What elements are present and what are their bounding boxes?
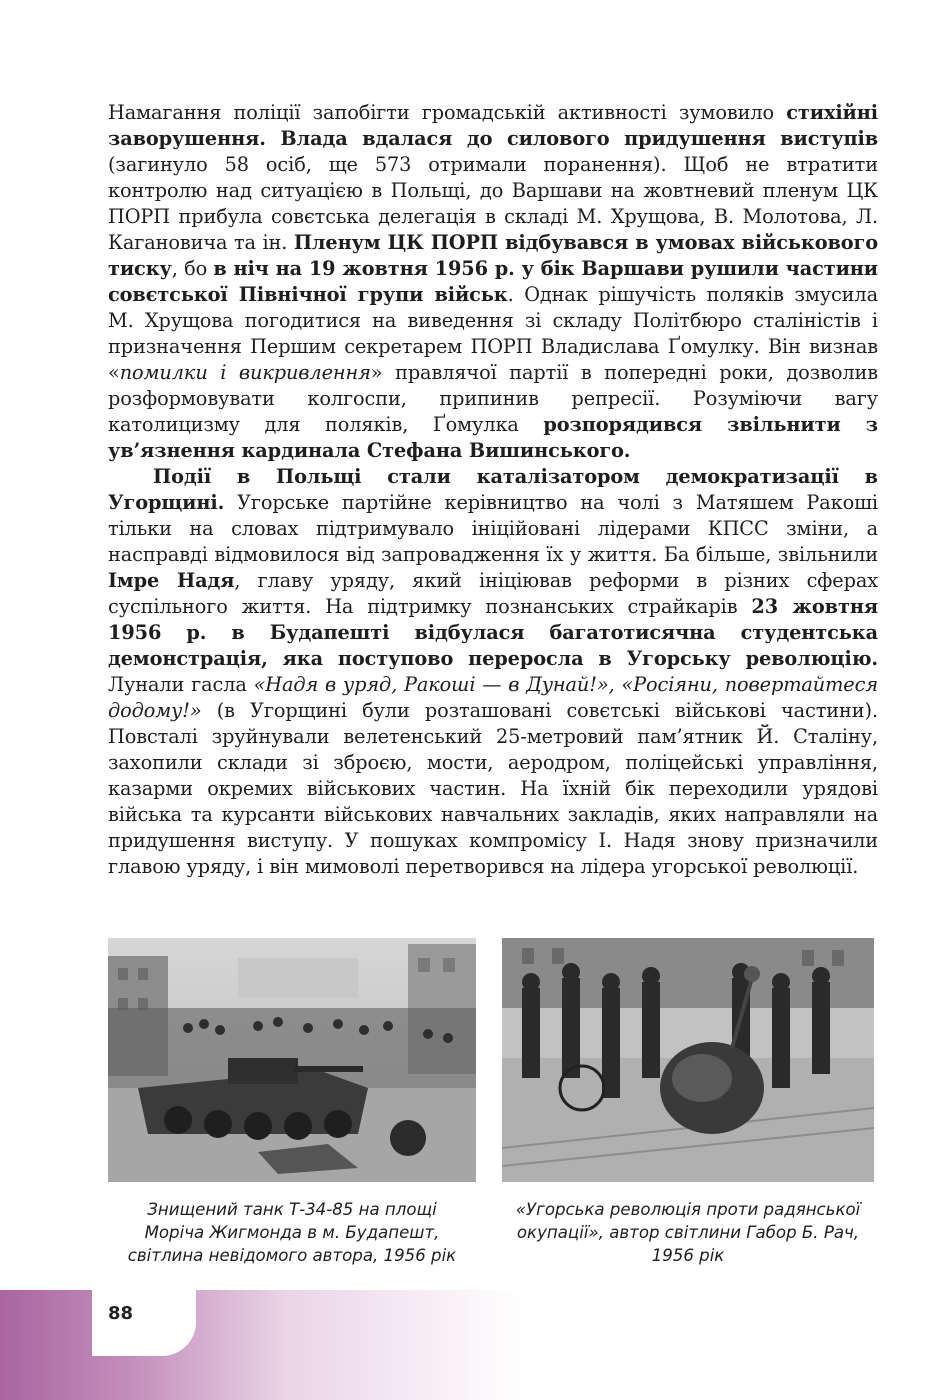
text-run: , бо <box>171 257 214 280</box>
caption-line: Моріча Жигмонда в м. Будапешт, <box>144 1223 440 1242</box>
caption-line: «Угорська революція проти радянської <box>515 1200 861 1219</box>
text-run: , главу уряду, який ініціював реформи в різних сферах суспільного життя. На підтримку познанських страйкарів <box>108 569 878 618</box>
bold-text: Імре Надя <box>108 569 235 592</box>
paragraph-poland <box>108 100 878 464</box>
bold-text: в ніч на 19 жовтня 1956 р. у бік Варшави рушили частини совєтської Північної групи військ <box>108 257 878 306</box>
text-run: (загинуло 58 осіб, ще 573 отримали поранення). Щоб не втратити контролю над ситуацією в Польщі, до Варшави на жовтневий пленум ЦК ПОРП прибула совєтська делегація в складі М. Хрущова, В. Молотова, Л. Кагановича та ін. <box>108 153 878 254</box>
text-run: Лунали гасла <box>108 673 254 696</box>
italic-text: помилки і викривлення <box>119 361 371 384</box>
caption-line: 1956 рік <box>651 1246 725 1265</box>
bold-text: 23 жовтня 1956 р. в Будапешті відбулася багатотисячна студентська демонстрація, яка поступово переросла в Угорську революцію. <box>108 595 878 670</box>
photo-destroyed-tank <box>108 938 476 1182</box>
text-run: . Однак рішучість поляків змусила М. Хрущова погодитися на виведення зі складу Політбюро сталіністів і призначення Першим секретарем ПОРП Владислава Ґомулку. Він визнав « <box>108 283 878 384</box>
page-number: 88 <box>108 1303 134 1324</box>
caption-tank <box>102 1198 482 1267</box>
text-run: » правлячої партії в попередні роки, дозволив розформовувати колгоспи, припинив репресії. Розуміючи вагу католицизму для поляків, Ґомулка <box>108 361 878 436</box>
text-run: Намагання поліції запобігти громадській активності зумовило <box>108 101 787 124</box>
bold-text: стихійні заворушення. Влада вдалася до силового придушення виступів <box>108 101 878 150</box>
caption-line: окупації», автор світлини Габор Б. Рач, <box>516 1223 860 1242</box>
bold-text: розпорядився звільнити з ув’язнення кардинала Стефана Вишинського. <box>108 413 878 462</box>
italic-text: «Надя в уряд, Ракоші — в Дунай!», «Росіяни, повертайтеся додому!» <box>108 673 878 722</box>
bold-text: Події в Польщі стали каталізатором демократизації в Угорщині. <box>108 465 878 514</box>
text-run: Угорське партійне керівництво на чолі з Матяшем Ракоші тільки на словах підтримувало ініційовані лідерами КПСС зміни, а насправді відмовилося від запровадження їх у життя. Ба більше, звільнили <box>108 491 878 566</box>
bold-text: Пленум ЦК ПОРП відбувався в умовах військового тиску <box>108 231 878 280</box>
caption-line: Знищений танк Т-34-85 на площі <box>147 1200 437 1219</box>
text-run: (в Угорщині були розташовані совєтські військові частини). Повсталі зруйнували велетенський 25-метровий пам’ятник Й. Сталіну, захопили склади зі зброєю, мости, аеродром, поліцейські управління, казарми окремих військових частин. На їхній бік переходили урядові війська та курсанти військових навчальних закладів, яких направляли на придушення виступу. У пошуках компромісу І. Надя знову призначили главою уряду, і він мимоволі перетворився на лідера угорської революції. <box>108 699 878 878</box>
photo-stalin-head <box>502 938 874 1182</box>
caption-revolution <box>494 1198 882 1267</box>
caption-line: світлина невідомого автора, 1956 рік <box>127 1246 457 1265</box>
paragraph-hungary <box>108 464 878 880</box>
main-text <box>108 100 878 880</box>
